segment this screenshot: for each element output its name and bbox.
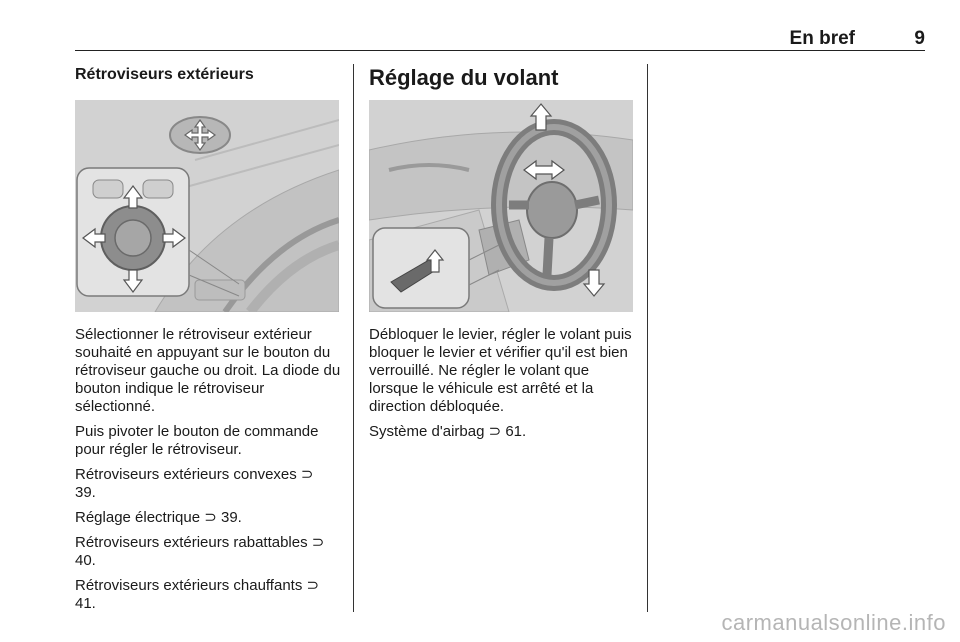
page-header	[75, 28, 925, 51]
mirror-control-illustration	[75, 100, 339, 312]
right-column	[369, 64, 637, 448]
paragraph: Sélectionner le rétroviseur extérieur souhaité en appuyant sur le bouton du rétroviseur gauche ou droit. La diode du bouton indique le rétroviseur sélectionné.	[75, 326, 341, 415]
page-number: 9	[914, 28, 925, 49]
paragraph: Réglage électrique ⊃ 39.	[75, 509, 242, 526]
paragraph: Puis pivoter le bouton de commande pour régler le rétroviseur.	[75, 423, 319, 458]
watermark: carmanualsonline.info	[721, 610, 946, 635]
paragraph: Système d'airbag ⊃ 61.	[369, 423, 527, 440]
steering-heading: Réglage du volant	[369, 65, 559, 90]
paragraph: Rétroviseurs extérieurs rabattables ⊃ 40.	[75, 534, 325, 569]
paragraph: Rétroviseurs extérieurs chauffants ⊃ 41.	[75, 577, 320, 612]
paragraph: Rétroviseurs extérieurs convexes ⊃ 39.	[75, 466, 314, 501]
section-title: En bref	[789, 28, 855, 49]
column-divider	[647, 64, 648, 612]
column-divider	[353, 64, 354, 612]
paragraph: Débloquer le levier, régler le volant puis bloquer le levier et vérifier qu'il est bien verrouillé. Ne régler le volant que lorsque le véhicule est arrêté et la direction débloquée.	[369, 326, 632, 415]
left-column	[75, 64, 343, 620]
mirror-heading: Rétroviseurs extérieurs	[75, 66, 254, 83]
steering-wheel-illustration	[369, 100, 633, 312]
